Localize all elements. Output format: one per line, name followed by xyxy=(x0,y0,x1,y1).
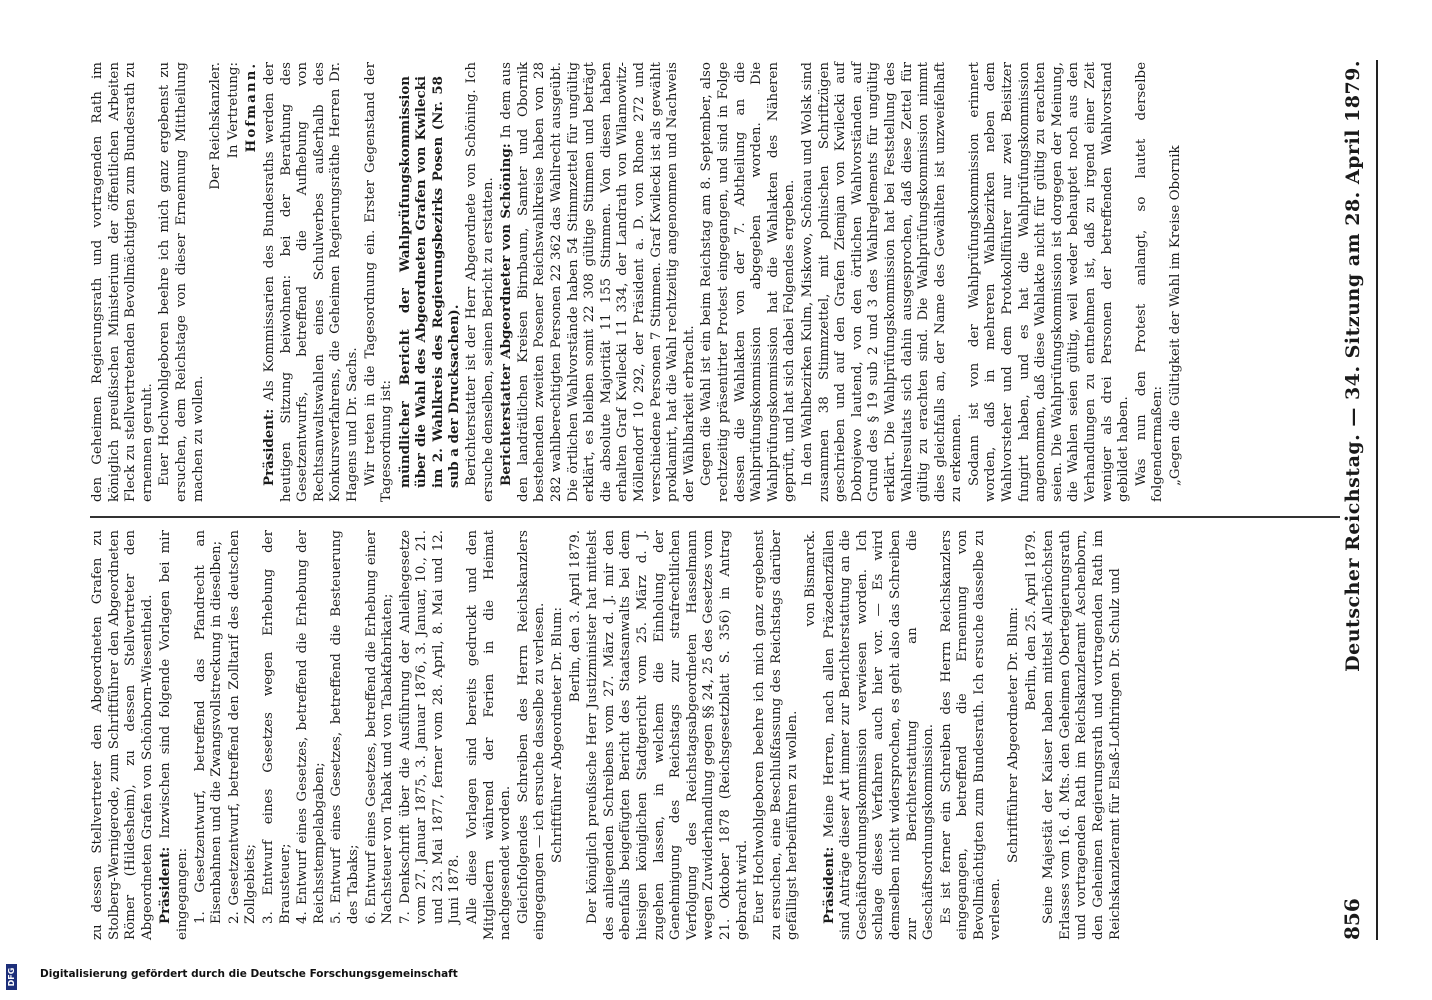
paragraph xyxy=(261,62,362,502)
dateline: Berlin, den 3. April 1879. xyxy=(567,530,583,703)
column-divider xyxy=(90,516,1340,518)
digitization-footer xyxy=(0,967,1432,992)
signature-note: In Vertretung: xyxy=(225,62,241,159)
bill-list-item: 1. Gesetzentwurf, betreffend das Pfandrecht an Eisenbahnen und die Zwangsvollstreckung in dieselben; xyxy=(192,530,225,924)
bill-list-item: 5. Entwurf eines Gesetzes, betreffend die Besteuerung des Tabaks; xyxy=(329,530,361,924)
paragraph xyxy=(821,530,938,940)
paragraph: Gegen die Wahl ist ein beim Reichstag am 8. September, also rechtzeitig präsentirter Protest eingegangen, und sind in Folge dessen die Wahlakten von der 7. Abtheilung an die Wahlprüfungskommission abgegeben worden. Die Wahlprüfungskommission hat die Wahlakten des Näheren geprüft, und hat sich dabei Folgendes ergeben. xyxy=(699,62,798,502)
right-column xyxy=(90,62,1330,502)
digitization-note: Digitalisierung gefördert durch die Deutsche Forschungsgemeinschaft xyxy=(40,968,458,980)
left-column xyxy=(90,530,1330,940)
bill-list-item: 3. Entwurf eines Gesetzes wegen Erhebung der Brausteuer; xyxy=(260,530,293,924)
paragraph: zu dessen Stellvertreter den Abgeordneten Grafen zu Stolberg-Wernigerode, zum Schriftführer den Abgeordneten Römer (Hildesheim), zu dessen Stellvertreter den Abgeordneten Grafen von Schönborn-Wiesentheid. xyxy=(90,530,155,940)
paragraph: Berichterstatter ist der Herr Abgeordnete von Schöning. Ich ersuche denselben, seinen Bericht zu erstatten. xyxy=(464,62,496,502)
bill-list-item: 2. Gesetzentwurf, betreffend den Zolltarif des deutschen Zollgebiets; xyxy=(226,530,259,924)
paragraph: Der königlich preußische Herr Justizminister hat mittelst des anliegenden Schreibens vom 27. März d. J. mir den ebenfalls beigefügten Bericht des Staatsanwalts bei dem hiesigen königlichen Stadtgericht vom 25. März d. J. zugehen lassen, in welchem die Einholung der Genehmigung des Reichstags zur strafrechtlichen Verfolgung des Reichstagsabgeordneten Hasselmann wegen Zuwiderhandlung gegen §§ 24, 25 des Gesetzes vom 21. Oktober 1878 (Reichsgesetzblatt S. 356) in Antrag gebracht wird. xyxy=(585,530,750,940)
paragraph: Sodann ist von der Wahlprüfungskommission erinnert worden, daß in mehreren Wahlbezirken neben dem Wahlvorsteher und dem Protokollführer nur zwei Beisitzer fungirt haben, und es hat die Wahlprüfungskommission angenommen, daß diese Wahlakte nicht für gültig zu erachten seien. Die Wahlprüfungskommission ist dorgegen der Meinung, die Wahlen seien gültig, weil weder behauptet noch aus den Verhandlungen zu entnehmen ist, daß zu irgend einer Zeit weniger als drei Personen der betreffenden Wahlvorstand gebildet haben. xyxy=(966,62,1132,502)
speaker-heading: Schriftführer Abgeordneter Dr. Blum: xyxy=(1006,607,1022,863)
paragraph xyxy=(157,530,191,940)
speaker-heading: Schriftführer Abgeordneter Dr. Blum: xyxy=(550,607,566,863)
paragraph-text: Meine Herren, nach allen Präzedenzfällen sind Anträge dieser Art immer zur Berichterstattung an die Geschäftsordnungskommission verwiesen worden. Ich schlage dieses Verfahren auch hier vor. — Es wird demselben nicht widersprochen, es geht also das Schreiben zur Berichterstattung an die Geschäftsordnungskommission. xyxy=(821,530,937,940)
paragraph: Alle diese Vorlagen sind bereits gedruckt und den Mitgliedern während der Ferien in die Heimat nachgesendet worden. xyxy=(465,530,514,940)
bill-list-item: 6. Entwurf eines Gesetzes, betreffend die Erhebung einer Nachsteuer von Tabak und von Tabakfabrikaten; xyxy=(363,530,396,924)
bill-list-item: 7. Denkschrift über die Ausführung der Anleihegesetze vom 27. Januar 1875, 3. Januar 1876, 3. Januar, 10., 21. und 23. Mai 1877, ferner vom 28. April, 8. Mai und 12. Juni 1878. xyxy=(397,530,463,924)
bill-list xyxy=(193,530,465,940)
dfg-logo: DFG xyxy=(6,964,17,990)
agenda-item: mündlicher Bericht der Wahlprüfungskommission über die Wahl des Abgeordneten Grafen von Kwilecki im 2. Wahlkreis des Regierungsbezirks Posen (Nr. 58 sub a der Drucksachen). xyxy=(396,76,463,488)
paragraph: Es ist ferner ein Schreiben des Herrn Reichskanzlers eingegangen, betreffend die Ernennung von Bevollmächtigten zum Bundesrath. Ich ersuche dasselbe zu verlesen. xyxy=(938,530,1004,940)
speaker-label: Präsident: xyxy=(260,408,277,486)
paragraph-text: Inzwischen sind folgende Vorlagen bei mir eingegangen: xyxy=(158,530,190,940)
paragraph: Euer Hochwohlgeboren beehre ich mich ganz ergebenst zu ersuchen, dem Reichstage von dieser Ernennung Mittheilung machen zu wollen. xyxy=(157,62,206,502)
signature: von Bismarck. xyxy=(802,530,818,627)
paragraph: den Geheimen Regierungsrath und vortragenden Rath im königlich preußischen Ministerium der öffentlichen Arbeiten Fleck zu stellvertretenden Bevollmächtigten zum Bundesrath zu ernennen geruht. xyxy=(90,62,155,502)
paragraph xyxy=(498,62,698,502)
signature-name: Hofmann. xyxy=(243,62,260,153)
paragraph-text: Als Kommissarien des Bundesraths werden der heutigen Sitzung beiwohnen: bei der Berathung des Gesetzentwurfs, betreffend die Aufhebung von Rechtsanwaltswahlen eines Schulwerbes außerhalb des Konkursverfahrens, die Geheimen Regierungsräthe Herren Dr. Hagens und Dr. Sachs. xyxy=(261,62,360,502)
running-title: Deutscher Reichstag. — 34. Sitzung am 28. April 1879. xyxy=(1342,60,1364,672)
speaker-label: Präsident: xyxy=(820,846,837,924)
paragraph: In den Wahlbezirken Kulm, Miskowo, Schönau und Wolsk sind zusammen 38 Stimmzettel, mit polnischen Schriftzügen geschrieben und auf den Grafen Ziemjan von Kwilecki auf Dobrojewo lautend, von den örtlichen Wahlvorständen auf Grund des § 19 sub 2 und 3 des Wahlreglements für ungültig erklärt. Die Wahlprüfungskommission hat bei Feststellung des Wahlresultats sich dahin ausgesprochen, daß diese Zettel für gültig zu erachten sind. Die Wahlprüfungskommission nimmt dies gleichfalls an, der Name des Gewählten ist unzweifelhaft zu erkennen. xyxy=(799,62,965,502)
paragraph-text: In dem aus den landrätlichen Kreisen Birnbaum, Samter und Obornik bestehenden zweiten Posener Reichswahlkreise haben von 28 282 wahlberechtigten Personen 22 362 das Wahlrecht ausgeübt. Die örtlichen Wahlvorstände haben 54 Stimmzettel für ungültig erklärt, es bleiben somit 22 308 gültige Stimmen und beträgt die absolute Majorität 11 155 Stimmen. Von diesen haben erhalten Graf Kwilecki 11 334, der Landrath von Wilamowitz-Möllendorf 10 292, der Präsident a. D. von Rhone 272 und verschiedene Personen 7 Stimmen. Graf Kwilecki ist als gewählt proklamirt, hat die Wahl rechtzeitig angenommen und Nachweis der Wählbarkeit erbracht. xyxy=(499,62,697,502)
signature: Der Reichskanzler. xyxy=(208,62,224,190)
page-number: 856 xyxy=(1340,898,1364,940)
speaker-label: Präsident: xyxy=(157,846,174,924)
bill-list-item: 4. Entwurf eines Gesetzes, betreffend die Erhebung der Reichsstempelabgaben; xyxy=(295,530,327,924)
paragraph: „Gegen die Gültigkeit der Wahl im Kreise Obornik xyxy=(1168,145,1183,486)
dateline: Berlin, den 25. April 1879. xyxy=(1023,530,1039,711)
running-header xyxy=(1340,60,1378,940)
paragraph: Seine Majestät der Kaiser haben mittelst Allerhöchsten Erlasses vom 16. d. Mts. den Geheimen Obertegierungsrath und vortragenden Rath im Reichskanzleramt Aschenborn, den Geheimen Regierungsrath und vortragenden Rath im Reichskanzleramt für Elsaß-Lothringen Dr. Schulz und xyxy=(1041,530,1123,940)
paragraph: Was nun den Protest anlangt, so lautet derselbe folgendermaßen: xyxy=(1133,62,1166,502)
speaker-label: Berichterstatter Abgeordneter von Schöning: xyxy=(498,143,515,486)
paragraph: Wir treten in die Tagesordnung ein. Erster Gegenstand der Tagesordnung ist: xyxy=(362,62,395,502)
paragraph: Euer Hochwohlgeboren beehre ich mich ganz ergebenst zu ersuchen, eine Beschlußfassung des Reichstags darüber gefälligst herbeiführen zu wollen. xyxy=(752,530,801,940)
paragraph: Gleichfolgendes Schreiben des Herrn Reichskanzlers eingegangen — ich ersuche dasselbe zu verlesen. xyxy=(515,530,548,940)
